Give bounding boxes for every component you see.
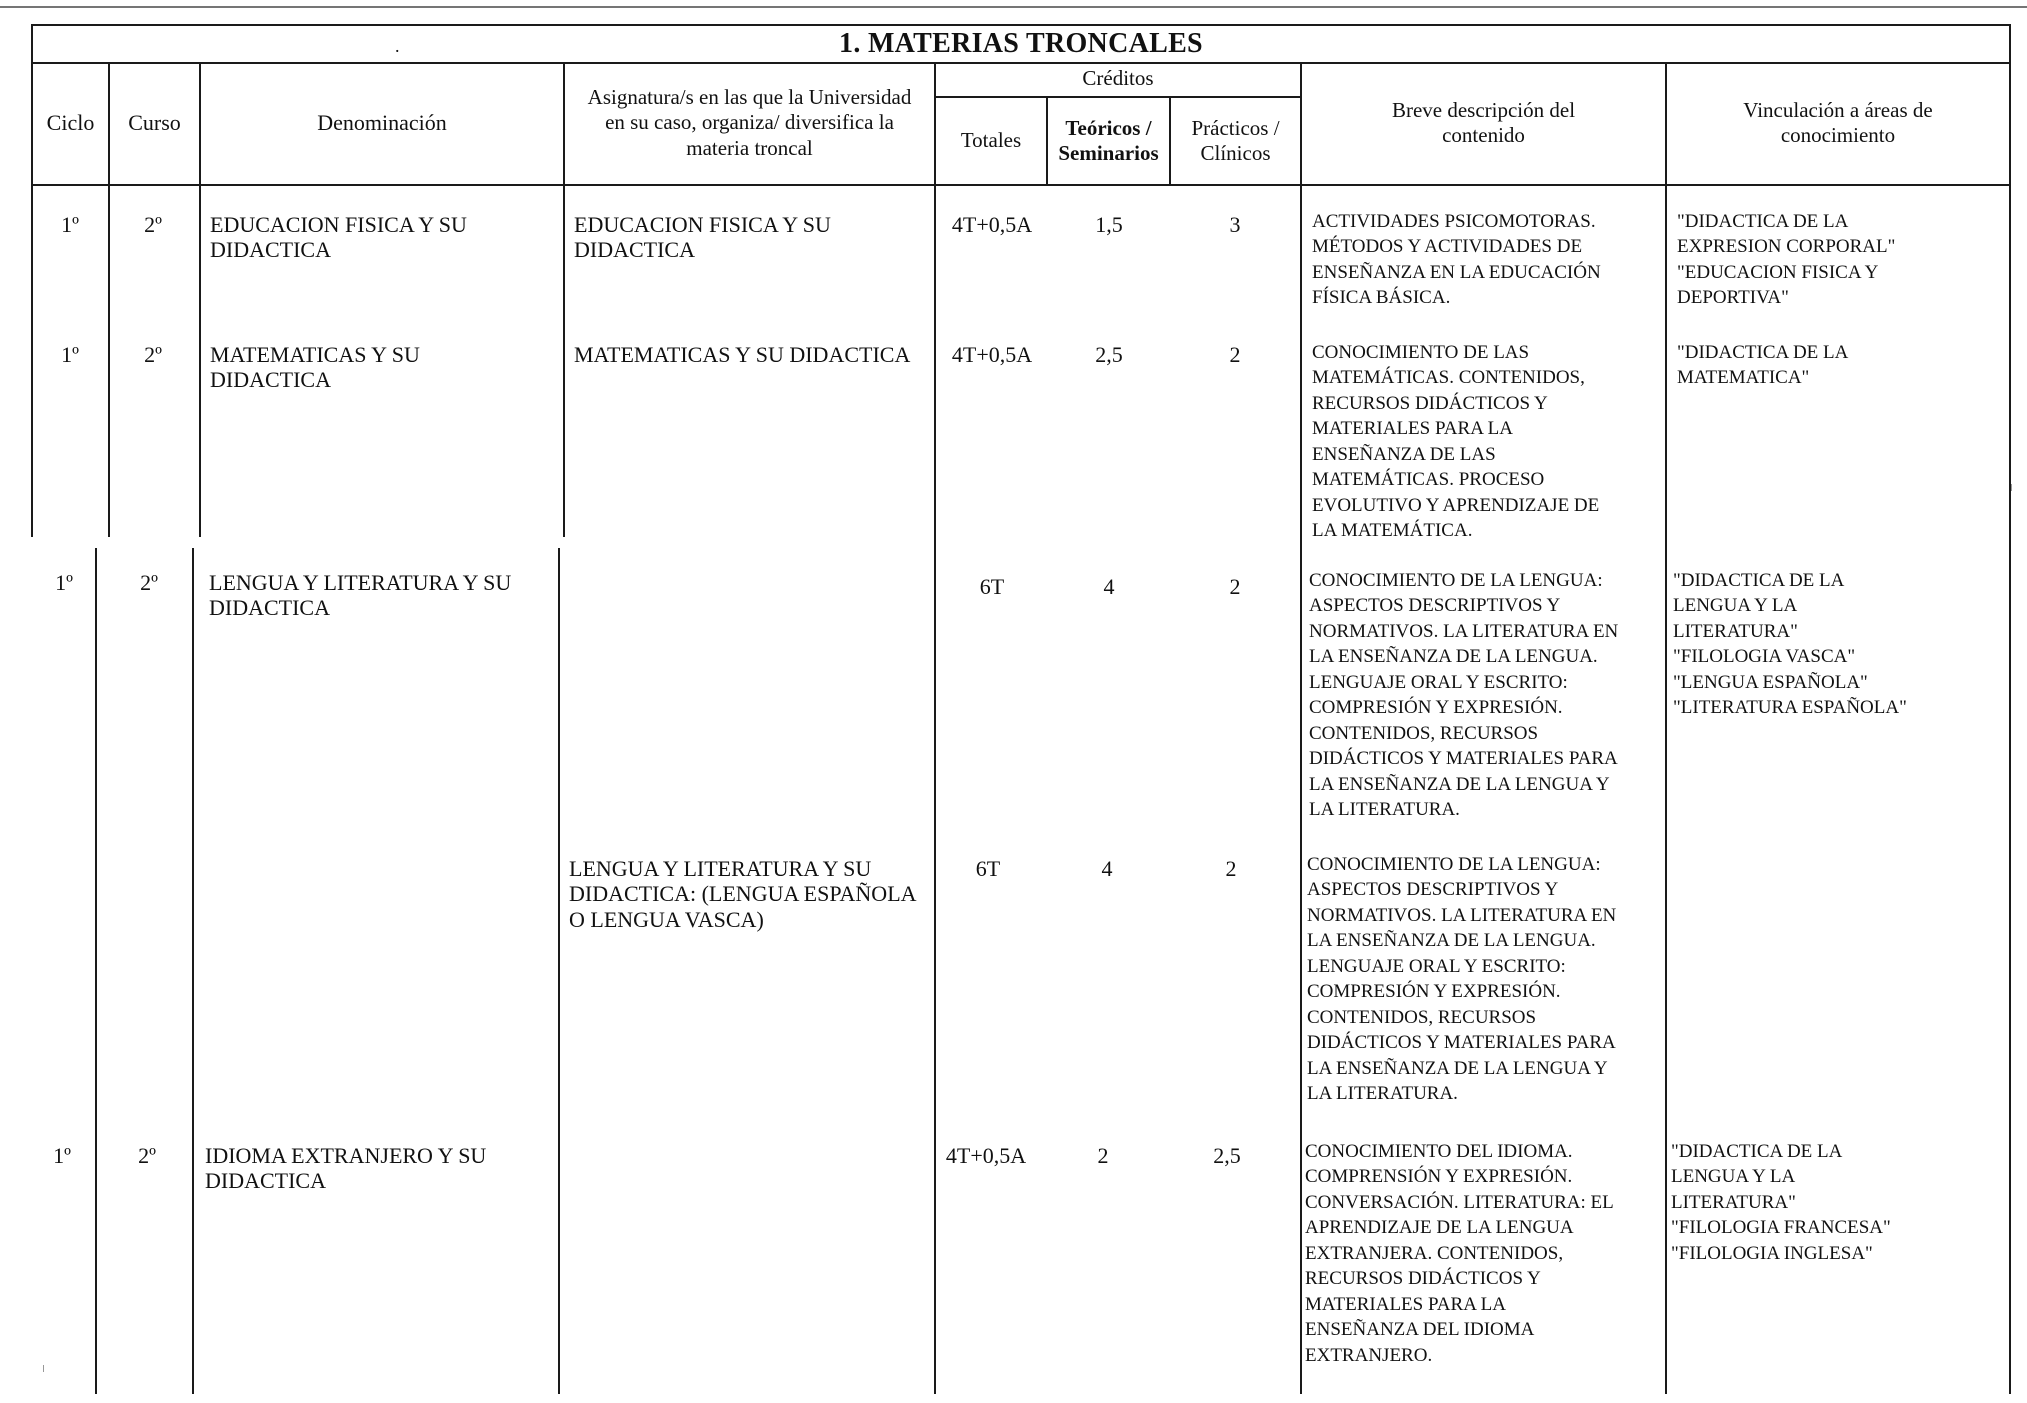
row-3-descripcion: CONOCIMIENTO DE LA LENGUA: ASPECTOS DESCRIPTIVOS Y NORMATIVOS. LA LITERATURA EN LA ENSEÑANZA DE LA LENGUA. LENGUAJE ORAL Y ESCRITO: COMPRESIÓN Y EXPRESIÓN. CONTENIDOS, RECURSOS DIDÁCTICOS Y MATERIALES PARA LA ENSEÑANZA DE LA LENGUA Y LA LITERATURA. [1309, 570, 1619, 821]
body-divider-curso-denominacion-upper [199, 186, 201, 537]
header-asignatura: Asignatura/s en las que la Universidad en su caso, organiza/ diversifica la materia troncal [587, 85, 912, 160]
row-2-denominacion: MATEMATICAS Y SU DIDACTICA [210, 342, 420, 393]
row-2-ciclo: 1º [61, 342, 79, 367]
table-right-border [2009, 62, 2011, 186]
body-divider-denominacion-asignatura-upper [563, 186, 565, 537]
scan-mark-left [43, 1365, 44, 1372]
row-1-asignatura: EDUCACION FISICA Y SU DIDACTICA [574, 212, 831, 263]
row-3-vinculacion: "DIDACTICA DE LA LENGUA Y LA LITERATURA" "FILOLOGIA VASCA" "LENGUA ESPAÑOLA" "LITERATURA ESPAÑOLA" [1673, 570, 1907, 719]
row-5-vinculacion: "DIDACTICA DE LA LENGUA Y LA LITERATURA" "FILOLOGIA FRANCESA" "FILOLOGIA INGLESA" [1671, 1141, 1891, 1264]
row-1-descripcion: ACTIVIDADES PSICOMOTORAS. MÉTODOS Y ACTIVIDADES DE ENSEÑANZA EN LA EDUCACIÓN FÍSICA BÁSICA. [1312, 211, 1601, 309]
row-4-teoricos: 4 [1101, 856, 1113, 881]
body-divider-ciclo-curso-lower [95, 548, 97, 1394]
row-3-curso: 2º [140, 570, 158, 595]
row-4-practicos: 2 [1225, 856, 1237, 881]
body-divider-descripcion-vinculacion [1665, 186, 1667, 1394]
header-teoricos: Teóricos / Seminarios [1058, 115, 1159, 165]
row-1-totales: 4T+0,5A [951, 212, 1033, 237]
materias-table [31, 62, 2011, 1394]
row-5-totales: 4T+0,5A [945, 1143, 1027, 1168]
header-bottom-border [31, 184, 2011, 186]
row-4-descripcion: CONOCIMIENTO DE LA LENGUA: ASPECTOS DESCRIPTIVOS Y NORMATIVOS. LA LITERATURA EN LA ENSEÑANZA DE LA LENGUA. LENGUAJE ORAL Y ESCRITO: COMPRESIÓN Y EXPRESIÓN. CONTENIDOS, RECURSOS DIDÁCTICOS Y MATERIALES PARA LA ENSEÑANZA DE LA LENGUA Y LA LITERATURA. [1307, 854, 1617, 1105]
row-1-ciclo: 1º [61, 212, 79, 237]
header-totales: Totales [960, 128, 1022, 153]
scan-mark-right [2011, 484, 2012, 491]
row-3-ciclo: 1º [55, 570, 73, 595]
row-3-totales: 6T [979, 574, 1005, 599]
row-4-totales: 6T [975, 856, 1001, 881]
row-5-descripcion: CONOCIMIENTO DEL IDIOMA. COMPRENSIÓN Y EXPRESIÓN. CONVERSACIÓN. LITERATURA: EL APRENDIZAJE DE LA LENGUA EXTRANJERA. CONTENIDOS, RECURSOS DIDÁCTICOS Y MATERIALES PARA LA ENSEÑANZA DEL IDIOMA EXTRANJERO. [1305, 1141, 1614, 1366]
header-vinculacion: Vinculación a áreas de conocimiento [1743, 97, 1933, 147]
body-divider-asignatura-creditos [934, 186, 936, 1394]
row-1-curso: 2º [144, 212, 162, 237]
row-1-practicos: 3 [1229, 212, 1241, 237]
row-2-teoricos: 2,5 [1095, 342, 1123, 367]
body-divider-ciclo-curso-upper [108, 186, 110, 537]
body-divider-curso-denominacion-lower [192, 548, 194, 1394]
body-right-border [2009, 186, 2011, 1394]
document-sheet [31, 14, 2011, 1394]
row-3-teoricos: 4 [1103, 574, 1115, 599]
table-title: 1. MATERIAS TRONCALES [839, 28, 1203, 59]
row-5-teoricos: 2 [1097, 1143, 1109, 1168]
row-2-descripcion: CONOCIMIENTO DE LAS MATEMÁTICAS. CONTENIDOS, RECURSOS DIDÁCTICOS Y MATERIALES PARA LA ENSEÑANZA DE LAS MATEMÁTICAS. PROCESO EVOLUTIVO Y APRENDIZAJE DE LA MATEMÁTICA. [1312, 342, 1600, 542]
row-2-asignatura: MATEMATICAS Y SU DIDACTICA [574, 342, 911, 367]
row-2-practicos: 2 [1229, 342, 1241, 367]
row-3-practicos: 2 [1229, 574, 1241, 599]
header-practicos: Prácticos / Clínicos [1191, 115, 1280, 165]
row-5-ciclo: 1º [53, 1143, 71, 1168]
row-2-totales: 4T+0,5A [951, 342, 1033, 367]
row-1-denominacion: EDUCACION FISICA Y SU DIDACTICA [210, 212, 467, 263]
row-5-curso: 2º [138, 1143, 156, 1168]
row-5-denominacion: IDIOMA EXTRANJERO Y SU DIDACTICA [205, 1143, 487, 1194]
header-ciclo: Ciclo [46, 109, 95, 135]
row-2-vinculacion: "DIDACTICA DE LA MATEMATICA" [1677, 342, 1849, 389]
body-left-border [31, 186, 33, 537]
title-mark: . [395, 36, 400, 56]
row-1-vinculacion: "DIDACTICA DE LA EXPRESION CORPORAL" "EDUCACION FISICA Y DEPORTIVA" [1677, 211, 1896, 309]
row-3-denominacion: LENGUA Y LITERATURA Y SU DIDACTICA [209, 570, 512, 621]
header-denominacion: Denominación [317, 109, 447, 135]
table-title-bar [31, 24, 2011, 64]
header-curso: Curso [128, 109, 181, 135]
header-descripcion: Breve descripción del contenido [1391, 97, 1576, 147]
row-4-asignatura: LENGUA Y LITERATURA Y SU DIDACTICA: (LENGUA ESPAÑOLA O LENGUA VASCA) [569, 856, 917, 932]
row-2-curso: 2º [144, 342, 162, 367]
header-creditos: Créditos [1082, 66, 1154, 91]
scan-top-edge [0, 6, 2027, 8]
body-divider-creditos-descripcion [1300, 186, 1302, 1394]
row-1-teoricos: 1,5 [1095, 212, 1123, 237]
row-5-practicos: 2,5 [1213, 1143, 1241, 1168]
body-divider-denominacion-asignatura-lower [558, 548, 560, 1394]
